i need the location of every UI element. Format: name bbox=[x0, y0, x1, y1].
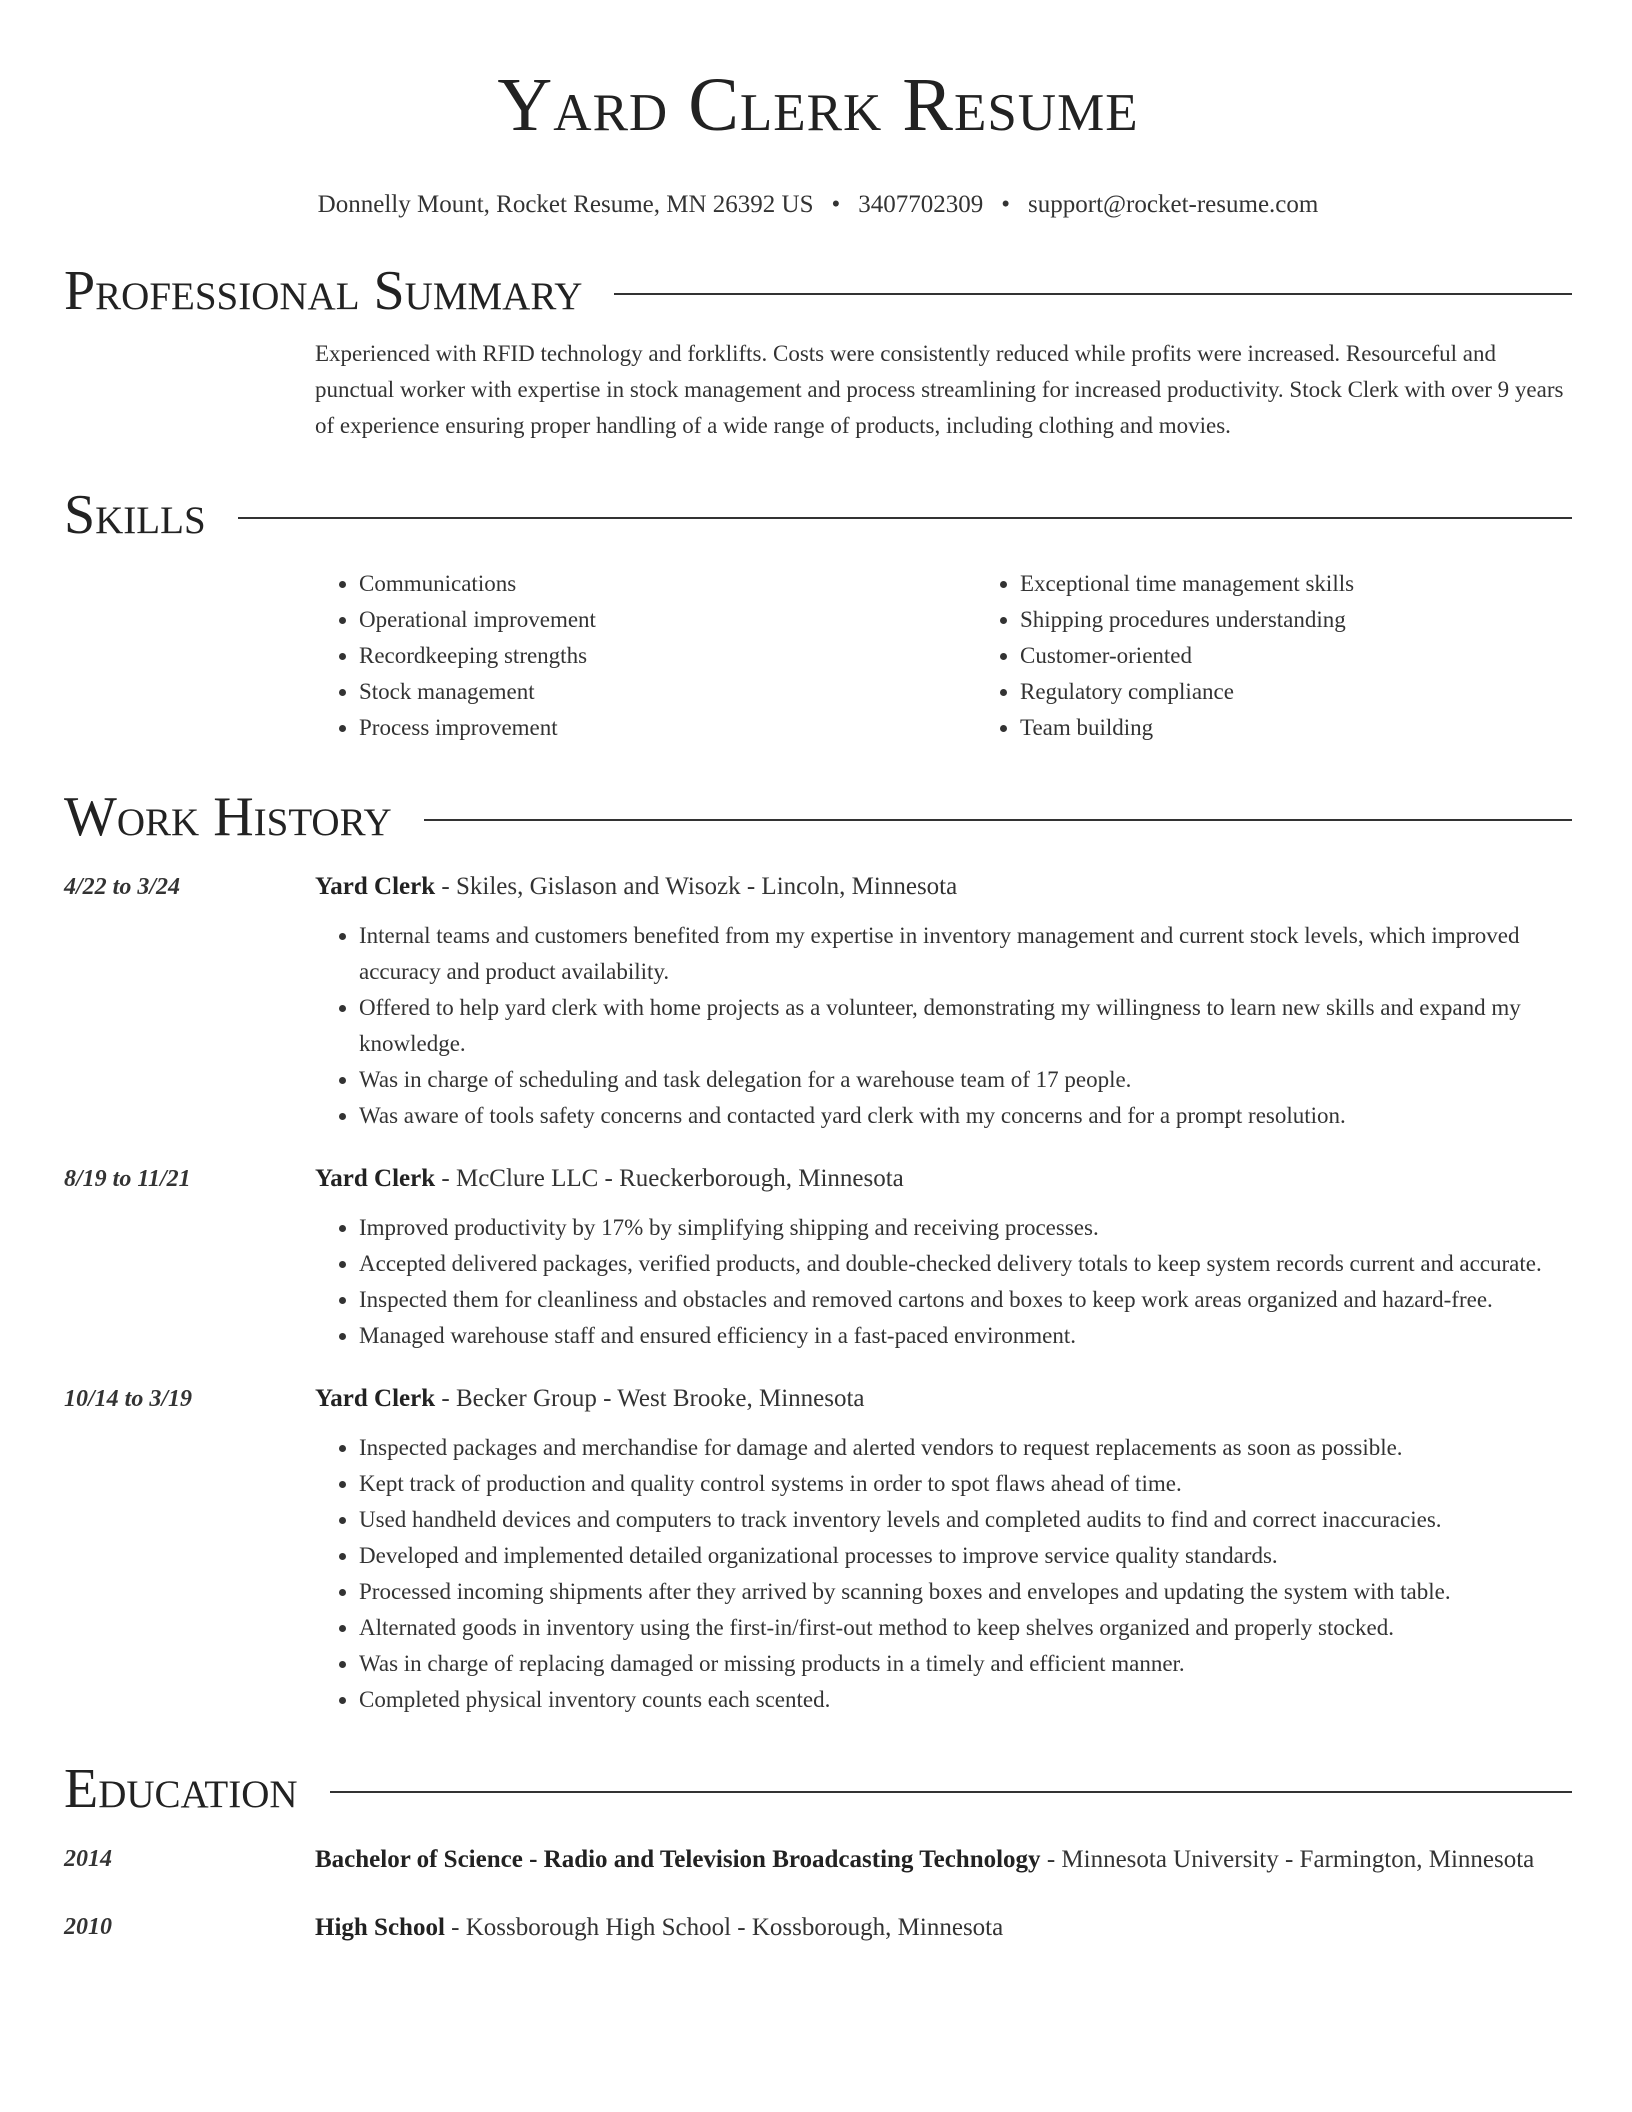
job-bullets bbox=[315, 1210, 1572, 1354]
education-degree: Bachelor of Science - Radio and Television Broadcasting Technology bbox=[315, 1846, 1041, 1873]
job-bullet: • Managed warehouse staff and ensured efficiency in a fast-paced environment. bbox=[359, 1318, 1572, 1354]
section-divider bbox=[614, 293, 1572, 295]
education-body bbox=[315, 1908, 1572, 1948]
job-body bbox=[315, 1160, 1572, 1354]
summary-section-header bbox=[64, 258, 1572, 324]
job-bullet: • Improved productivity by 17% by simplifying shipping and receiving processes. bbox=[359, 1210, 1572, 1246]
skills-list bbox=[315, 566, 1572, 746]
job-bullet: • Was in charge of replacing damaged or missing products in a timely and efficient manner. bbox=[359, 1646, 1572, 1682]
section-divider bbox=[330, 1791, 1572, 1793]
job-entry bbox=[64, 1380, 1572, 1718]
job-bullet: • Alternated goods in inventory using the first-in/first-out method to keep shelves organized and properly stocked. bbox=[359, 1610, 1572, 1646]
skill-item: • Customer-oriented bbox=[1020, 638, 1572, 674]
education-section-header bbox=[64, 1756, 1572, 1822]
job-bullet: • Offered to help yard clerk with home projects as a volunteer, demonstrating my willingness to learn new skills and expand my knowledge. bbox=[359, 990, 1572, 1062]
job-body bbox=[315, 868, 1572, 1134]
education-school: - Minnesota University - Farmington, Minnesota bbox=[1040, 1846, 1535, 1873]
skill-item: • Process improvement bbox=[359, 710, 976, 746]
skill-item: • Regulatory compliance bbox=[1020, 674, 1572, 710]
section-divider bbox=[424, 819, 1572, 821]
section-divider bbox=[238, 517, 1572, 519]
education-year: 2014 bbox=[64, 1846, 112, 1872]
job-title: Yard Clerk bbox=[315, 1165, 436, 1192]
summary-text: Experienced with RFID technology and forklifts. Costs were consistently reduced while profits were increased. Resourceful and punctual worker with expertise in stock management and process streamlining for increased productivity. Stock Clerk with over 9 years of experience ensuring proper handling of a wide range of products, including clothing and movies. bbox=[315, 341, 1564, 438]
skill-item: • Team building bbox=[1020, 710, 1572, 746]
skill-item: • Operational improvement bbox=[359, 602, 976, 638]
job-dates: 8/19 to 11/21 bbox=[64, 1166, 191, 1192]
job-entry bbox=[64, 868, 1572, 1134]
skill-item: • Exceptional time management skills bbox=[1020, 566, 1572, 602]
job-bullet: • Inspected them for cleanliness and obstacles and removed cartons and boxes to keep work areas organized and hazard-free. bbox=[359, 1282, 1572, 1318]
job-bullet: • Used handheld devices and computers to track inventory levels and completed audits to find and correct inaccuracies. bbox=[359, 1502, 1572, 1538]
skills-section-header bbox=[64, 482, 1572, 548]
skill-item: • Stock management bbox=[359, 674, 976, 710]
education-body bbox=[315, 1840, 1572, 1880]
job-bullet: • Internal teams and customers benefited from my expertise in inventory management and current stock levels, which improved accuracy and product availability. bbox=[359, 918, 1572, 990]
job-dates: 4/22 to 3/24 bbox=[64, 874, 181, 900]
job-employer: - Skiles, Gislason and Wisozk - Lincoln, Minnesota bbox=[435, 873, 958, 900]
page-title: Yard Clerk Resume bbox=[497, 63, 1139, 147]
job-bullet: • Kept track of production and quality control systems in order to spot flaws ahead of time. bbox=[359, 1466, 1572, 1502]
work-section-header bbox=[64, 784, 1572, 850]
job-bullet: • Developed and implemented detailed organizational processes to improve service quality standards. bbox=[359, 1538, 1572, 1574]
job-heading bbox=[315, 1160, 1572, 1198]
job-bullet: • Inspected packages and merchandise for damage and alerted vendors to request replacements as soon as possible. bbox=[359, 1430, 1572, 1466]
skills-column-left bbox=[315, 566, 976, 746]
education-line bbox=[315, 1840, 1572, 1880]
job-entry bbox=[64, 1160, 1572, 1354]
job-body bbox=[315, 1380, 1572, 1718]
contact-phone: 3407702309 bbox=[858, 191, 984, 218]
education-degree: High School bbox=[315, 1914, 445, 1941]
education-year: 2010 bbox=[64, 1914, 112, 1940]
education-school: - Kossborough High School - Kossborough, Minnesota bbox=[444, 1914, 1004, 1941]
skill-item: • Communications bbox=[359, 566, 976, 602]
job-bullet: • Processed incoming shipments after they arrived by scanning boxes and envelopes and updating the system with table. bbox=[359, 1574, 1572, 1610]
section-title-work: Work History bbox=[64, 786, 392, 848]
job-title: Yard Clerk bbox=[315, 873, 436, 900]
bullet-separator: • bbox=[1001, 191, 1011, 218]
contact-email: support@rocket-resume.com bbox=[1028, 191, 1319, 218]
job-heading bbox=[315, 868, 1572, 906]
skills-column-right bbox=[976, 566, 1572, 746]
job-bullet: • Accepted delivered packages, verified products, and double-checked delivery totals to keep system records current and accurate. bbox=[359, 1246, 1572, 1282]
skill-item: • Recordkeeping strengths bbox=[359, 638, 976, 674]
job-bullet: • Was in charge of scheduling and task delegation for a warehouse team of 17 people. bbox=[359, 1062, 1572, 1098]
section-title-skills: Skills bbox=[64, 484, 206, 546]
job-employer: - McClure LLC - Rueckerborough, Minnesota bbox=[435, 1165, 904, 1192]
education-line bbox=[315, 1908, 1572, 1948]
job-heading bbox=[315, 1380, 1572, 1418]
job-title: Yard Clerk bbox=[315, 1385, 436, 1412]
education-entry bbox=[64, 1840, 1572, 1880]
job-bullets bbox=[315, 1430, 1572, 1718]
job-employer: - Becker Group - West Brooke, Minnesota bbox=[435, 1385, 865, 1412]
job-dates: 10/14 to 3/19 bbox=[64, 1386, 193, 1412]
contact-address: Donnelly Mount, Rocket Resume, MN 26392 US bbox=[317, 191, 814, 218]
section-title-summary: Professional Summary bbox=[64, 260, 583, 322]
job-bullet: • Completed physical inventory counts each scented. bbox=[359, 1682, 1572, 1718]
job-bullets bbox=[315, 918, 1572, 1134]
education-entry bbox=[64, 1908, 1572, 1948]
skill-item: • Shipping procedures understanding bbox=[1020, 602, 1572, 638]
job-bullet: • Was aware of tools safety concerns and contacted yard clerk with my concerns and for a prompt resolution. bbox=[359, 1098, 1572, 1134]
contact-line bbox=[64, 190, 1572, 220]
bullet-separator: • bbox=[831, 191, 841, 218]
section-title-education: Education bbox=[64, 1758, 298, 1820]
